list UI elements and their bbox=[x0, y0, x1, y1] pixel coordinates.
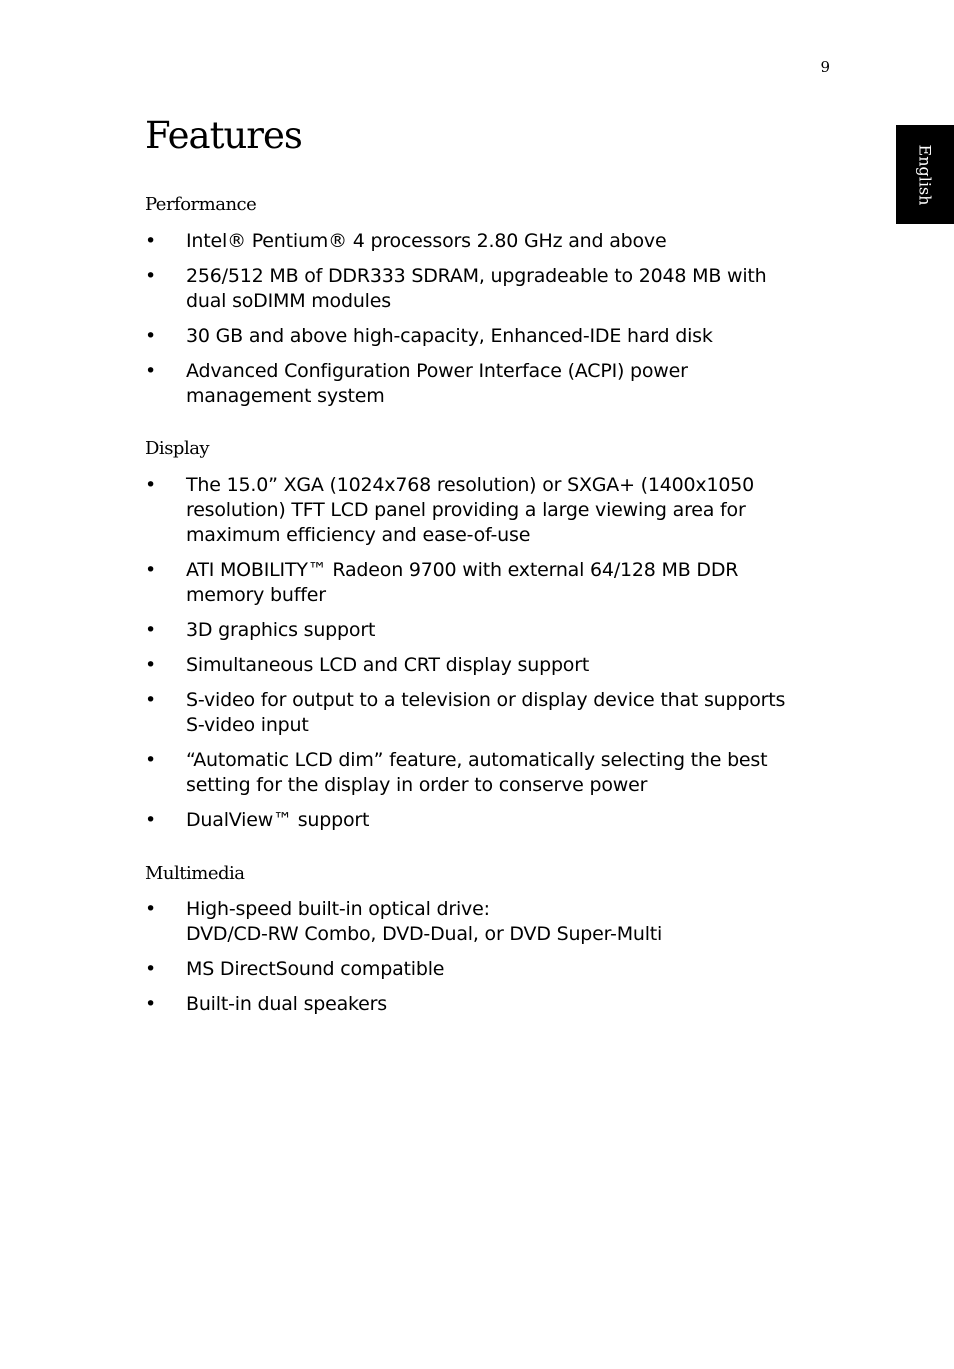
bullet-icon: • bbox=[145, 958, 157, 980]
list-item-text: The 15.0” XGA (1024x768 resolution) or SXGA+ (1400x1050 resolution) TFT LCD panel providing a large viewing area for maximum efficiency and ease-of-use bbox=[186, 474, 755, 546]
bullet-icon: • bbox=[145, 325, 157, 347]
page-title: Features bbox=[145, 114, 302, 157]
list-item bbox=[145, 264, 825, 314]
list-item-text: 3D graphics support bbox=[186, 619, 376, 641]
bullet-icon: • bbox=[145, 559, 157, 581]
list-item bbox=[145, 324, 825, 349]
list-item bbox=[145, 748, 825, 798]
bullet-icon: • bbox=[145, 809, 157, 831]
list-item-text: “Automatic LCD dim” feature, automatically selecting the best setting for the display in order to conserve power bbox=[186, 749, 768, 796]
section-heading-display: Display bbox=[145, 438, 210, 459]
list-item bbox=[145, 359, 825, 409]
list-item-text: 30 GB and above high-capacity, Enhanced-IDE hard disk bbox=[186, 325, 713, 347]
language-tab bbox=[896, 125, 954, 224]
list-item bbox=[145, 992, 825, 1017]
bullet-icon: • bbox=[145, 619, 157, 641]
list-item-text: Advanced Configuration Power Interface (ACPI) power management system bbox=[186, 360, 688, 407]
language-tab-label: English bbox=[915, 144, 935, 205]
section-heading-performance: Performance bbox=[145, 194, 257, 215]
section-heading-multimedia: Multimedia bbox=[145, 863, 245, 884]
bullet-icon: • bbox=[145, 898, 157, 920]
list-item bbox=[145, 558, 825, 608]
bullet-icon: • bbox=[145, 689, 157, 711]
list-item-text: Simultaneous LCD and CRT display support bbox=[186, 654, 590, 676]
list-item-text: 256/512 MB of DDR333 SDRAM, upgradeable to 2048 MB with dual soDIMM modules bbox=[186, 265, 767, 312]
list-item bbox=[145, 473, 825, 548]
list-item-text: Built-in dual speakers bbox=[186, 993, 387, 1015]
list-item bbox=[145, 897, 825, 947]
bullet-icon: • bbox=[145, 265, 157, 287]
list-item-text: DualView™ support bbox=[186, 809, 370, 831]
list-item bbox=[145, 653, 825, 678]
list-item bbox=[145, 957, 825, 982]
list-item-text: ATI MOBILITY™ Radeon 9700 with external 64/128 MB DDR memory buffer bbox=[186, 559, 739, 606]
bullet-icon: • bbox=[145, 749, 157, 771]
multimedia-list bbox=[145, 897, 825, 1017]
bullet-icon: • bbox=[145, 230, 157, 252]
bullet-icon: • bbox=[145, 474, 157, 496]
list-item bbox=[145, 229, 825, 254]
list-item bbox=[145, 688, 825, 738]
list-item-text: High-speed built-in optical drive: DVD/CD-RW Combo, DVD-Dual, or DVD Super-Multi bbox=[186, 898, 663, 945]
list-item-text: MS DirectSound compatible bbox=[186, 958, 445, 980]
bullet-icon: • bbox=[145, 654, 157, 676]
list-item bbox=[145, 618, 825, 643]
display-list bbox=[145, 473, 825, 833]
list-item bbox=[145, 808, 825, 833]
bullet-icon: • bbox=[145, 360, 157, 382]
page-number: 9 bbox=[820, 58, 830, 76]
list-item-text: S-video for output to a television or display device that supports S-video input bbox=[186, 689, 786, 736]
list-item-text: Intel® Pentium® 4 processors 2.80 GHz and above bbox=[186, 230, 667, 252]
performance-list bbox=[145, 229, 825, 409]
bullet-icon: • bbox=[145, 993, 157, 1015]
